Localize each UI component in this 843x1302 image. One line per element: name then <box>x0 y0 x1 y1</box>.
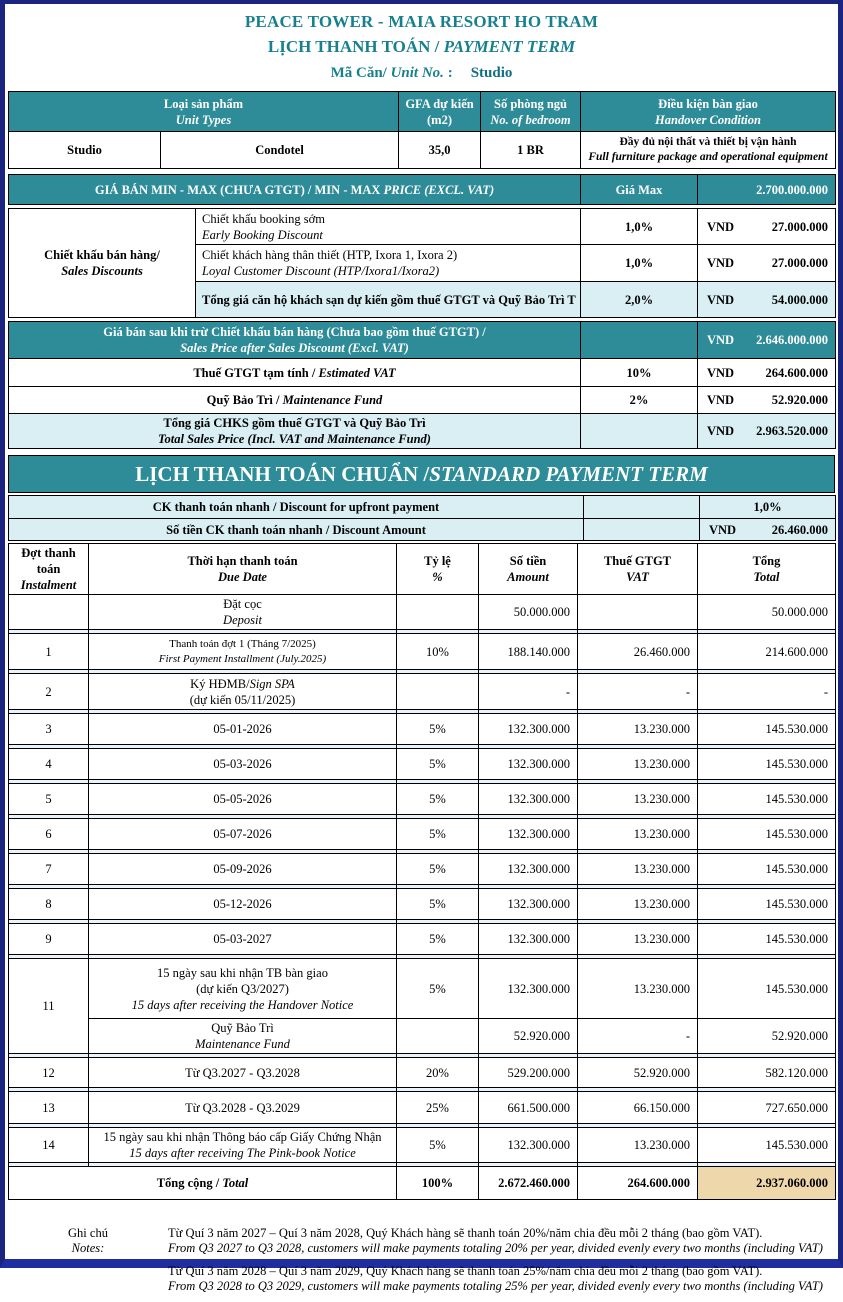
vat-cell: 52.920.000 <box>578 1058 698 1088</box>
due-vn2: (dự kiến Q3/2027) <box>196 981 289 996</box>
due-date-cell <box>89 634 397 670</box>
total-cell: 145.530.000 <box>698 819 836 850</box>
handover-header-en: Handover Condition <box>655 112 761 127</box>
total-price-label-cell <box>9 414 581 449</box>
discount-group-en: Sales Discounts <box>61 264 143 278</box>
discount-amount-cell <box>698 245 836 282</box>
rate-cell: 5% <box>397 749 479 780</box>
unit-type-table <box>8 91 836 169</box>
vat-cell: 66.150.000 <box>578 1092 698 1124</box>
instalment-header-en: Instalment <box>20 578 77 592</box>
due-date-cell: 05-09-2026 <box>89 854 397 885</box>
vat-cell: - <box>578 674 698 710</box>
rate-header-en: % <box>432 570 443 584</box>
total-cell: 727.650.000 <box>698 1092 836 1124</box>
instalment-number-cell: 12 <box>9 1058 89 1088</box>
amount-cell: 132.300.000 <box>479 889 578 920</box>
vat-rate-cell: 10% <box>581 359 698 387</box>
subtitle-vn: LỊCH THANH TOÁN / <box>267 37 444 56</box>
vat-cell: 13.230.000 <box>578 889 698 920</box>
amount-value: 2.963.520.000 <box>756 424 828 438</box>
amount-cell: 132.300.000 <box>479 749 578 780</box>
amount-header-vn: Số tiền <box>509 554 547 568</box>
amount-cell: 529.200.000 <box>479 1058 578 1088</box>
total-cell: 145.530.000 <box>698 1128 836 1163</box>
rate-header-cell <box>397 544 479 595</box>
instalment-number-cell: 6 <box>9 819 89 850</box>
standard-payment-term-banner <box>8 455 835 493</box>
maintenance-rate-cell: 2% <box>581 387 698 414</box>
note-item <box>168 1226 835 1256</box>
due-date-cell: Từ Q3.2027 - Q3.2028 <box>89 1058 397 1088</box>
amount-cell: 188.140.000 <box>479 634 578 670</box>
discount-0-vn: Chiết khấu booking sớm <box>202 211 325 226</box>
amount-header-cell <box>479 544 578 595</box>
unit-label-en: Unit No. <box>390 65 444 81</box>
instalment-number-cell: 9 <box>9 924 89 955</box>
discount-1-en: Loyal Customer Discount (HTP/Ixora1/Ixora2) <box>202 264 440 278</box>
vat-cell: 13.230.000 <box>578 959 698 1019</box>
table-row <box>9 959 836 1019</box>
gfa-header-vn: GFA dự kiến <box>405 96 474 111</box>
amount-header-en: Amount <box>507 570 549 584</box>
due-en: Sign SPA <box>249 676 295 691</box>
due-date-cell <box>89 595 397 630</box>
instalment-number-cell: 3 <box>9 714 89 745</box>
subtitle-en: PAYMENT TERM <box>443 37 576 56</box>
handover-header-vn: Điều kiện bàn giao <box>658 96 758 111</box>
gfa-header-unit: (m2) <box>427 112 453 127</box>
rate-cell: 5% <box>397 959 479 1019</box>
grand-total-vat-cell: 264.600.000 <box>578 1167 698 1200</box>
vat-cell: 13.230.000 <box>578 819 698 850</box>
amount-cell: 132.300.000 <box>479 854 578 885</box>
discount-label-cell <box>196 245 581 282</box>
discount-label-cell <box>196 209 581 245</box>
amount-value: 54.000.000 <box>771 292 828 307</box>
discount-rate-cell: 2,0% <box>581 282 698 318</box>
notes-content <box>168 1214 835 1302</box>
maintenance-label-cell <box>9 387 581 414</box>
discount-0-en: Early Booking Discount <box>202 227 323 242</box>
rate-cell: 5% <box>397 924 479 955</box>
quick-discount-table <box>8 495 836 541</box>
instalment-header-vn: Đợt thanh toán <box>21 546 76 576</box>
vat-cell: 13.230.000 <box>578 784 698 815</box>
grand-total-label-vn: Tổng cộng / <box>156 1176 223 1190</box>
rate-cell: 10% <box>397 634 479 670</box>
bedroom-header-en: No. of bedroom <box>490 112 571 127</box>
quick-discount-rate-cell: 1,0% <box>700 496 836 519</box>
currency-label: VND <box>707 365 735 380</box>
maintenance-amount-cell <box>698 387 836 414</box>
total-cell: 145.530.000 <box>698 959 836 1019</box>
rate-cell: 5% <box>397 714 479 745</box>
due-en: Deposit <box>223 613 262 627</box>
due-en: 15 days after receiving the Handover Notice <box>131 997 354 1012</box>
total-cell: 50.000.000 <box>698 595 836 630</box>
due-vn: 15 ngày sau khi nhận Thông báo cấp Giấy Chứng Nhận <box>103 1130 382 1144</box>
instalment-number-cell: 7 <box>9 854 89 885</box>
handover-header-cell <box>581 92 836 132</box>
total-price-en: Total Sales Price (Incl. VAT and Maintenance Fund) <box>158 432 431 446</box>
vat-header-vn: Thuế GTGT <box>603 554 672 568</box>
discount-rate-cell: 1,0% <box>581 245 698 282</box>
due-date-cell <box>89 959 397 1019</box>
maintenance-label-en: Maintenance Fund <box>282 393 383 407</box>
due-date-cell: 05-01-2026 <box>89 714 397 745</box>
notes-section <box>8 1208 835 1302</box>
total-price-vn: Tổng giá CHKS gồm thuế GTGT và Quỹ Bảo Trì <box>163 416 426 430</box>
total-cell: 214.600.000 <box>698 634 836 670</box>
gia-max-value-cell: 2.700.000.000 <box>698 175 836 205</box>
due-en: Maintenance Fund <box>195 1037 290 1051</box>
discount-amount-cell <box>698 282 836 318</box>
rate-cell <box>397 1019 479 1054</box>
rate-cell: 25% <box>397 1092 479 1124</box>
grand-total-label-en: Total <box>222 1176 249 1190</box>
vat-amount-cell <box>698 359 836 387</box>
due-date-cell <box>89 1019 397 1054</box>
due-date-cell: 05-12-2026 <box>89 889 397 920</box>
amount-cell: 132.300.000 <box>479 714 578 745</box>
notes-label <box>8 1214 168 1302</box>
total-cell: 145.530.000 <box>698 924 836 955</box>
amount-value: 264.600.000 <box>765 365 828 380</box>
discount-rate-cell: 1,0% <box>581 209 698 245</box>
after-discount-amount-cell <box>698 322 836 359</box>
rate-cell <box>397 595 479 630</box>
gfa-cell: 35,0 <box>399 132 481 169</box>
due-date-header-vn: Thời hạn thanh toán <box>187 554 298 568</box>
due-vn: Quỹ Bảo Trì <box>211 1021 274 1035</box>
handover-cell <box>581 132 836 169</box>
handover-vn: Đầy đủ nội thất và thiết bị vận hành <box>619 136 797 149</box>
bedroom-header-cell <box>481 92 581 132</box>
total-cell: 145.530.000 <box>698 889 836 920</box>
note-vn: Từ Quí 3 năm 2028 – Quí 3 năm 2029, Quý Khách hàng sẽ thanh toán 25%/năm chia đều mỗi 2 tháng (bao gồm VAT). <box>168 1264 763 1278</box>
due-en: 15 days after receiving The Pink-book Notice <box>129 1146 356 1160</box>
table-row <box>9 784 836 815</box>
minmax-label-en: PRICE (EXCL. VAT) <box>383 182 495 197</box>
banner-vn: LỊCH THANH TOÁN CHUẨN / <box>135 461 430 486</box>
vat-header-cell <box>578 544 698 595</box>
total-cell: 145.530.000 <box>698 854 836 885</box>
rate-cell: 5% <box>397 819 479 850</box>
instalment-number-cell <box>9 595 89 630</box>
currency-label: VND <box>707 256 735 270</box>
total-cell: 145.530.000 <box>698 714 836 745</box>
vat-cell: - <box>578 1019 698 1054</box>
grand-total-label-cell <box>9 1167 397 1200</box>
table-row <box>9 1092 836 1124</box>
amount-cell: 132.300.000 <box>479 819 578 850</box>
unit-type-header-en: Unit Types <box>175 112 232 127</box>
instalment-number-cell: 4 <box>9 749 89 780</box>
total-price-amount-cell <box>698 414 836 449</box>
rate-cell: 5% <box>397 1128 479 1163</box>
table-row <box>9 889 836 920</box>
vat-cell: 13.230.000 <box>578 1128 698 1163</box>
price-summary-table <box>8 321 836 449</box>
due-date-cell <box>89 1128 397 1163</box>
table-row <box>9 1058 836 1088</box>
grand-total-value-cell: 2.937.060.000 <box>698 1167 836 1200</box>
discount-amount-cell <box>698 209 836 245</box>
empty-cell <box>584 519 700 541</box>
vat-cell <box>578 595 698 630</box>
grand-total-rate-cell: 100% <box>397 1167 479 1200</box>
gfa-header-cell <box>399 92 481 132</box>
vat-header-en: VAT <box>626 570 649 584</box>
due-en: First Payment Installment (July.2025) <box>158 652 327 665</box>
document-title: PEACE TOWER - MAIA RESORT HO TRAM <box>244 12 599 31</box>
rate-cell: 5% <box>397 889 479 920</box>
amount-cell: 132.300.000 <box>479 784 578 815</box>
table-row <box>9 924 836 955</box>
table-row <box>9 819 836 850</box>
minmax-label-vn: GIÁ BÁN MIN - MAX (CHƯA GTGT) / MIN - MAX <box>94 182 384 197</box>
unit-label-vn: Mã Căn/ <box>330 65 391 81</box>
table-row <box>9 854 836 885</box>
due-vn: 15 ngày sau khi nhận TB bàn giao <box>157 965 328 980</box>
amount-cell: 661.500.000 <box>479 1092 578 1124</box>
amount-cell: 132.300.000 <box>479 959 578 1019</box>
table-row <box>9 674 836 710</box>
total-cell: - <box>698 674 836 710</box>
maintenance-label-vn: Quỹ Bảo Trì / <box>206 393 283 407</box>
vat-cell: 26.460.000 <box>578 634 698 670</box>
vat-label-cell <box>9 359 581 387</box>
banner-en: STANDARD PAYMENT TERM <box>429 461 708 486</box>
due-date-header-cell <box>89 544 397 595</box>
vat-label-vn: Thuế GTGT tạm tính / <box>193 365 319 380</box>
after-discount-label-cell <box>9 322 581 359</box>
unit-type-header-cell <box>9 92 399 132</box>
total-header-en: Total <box>753 570 780 584</box>
empty-cell <box>584 496 700 519</box>
discount-group-cell <box>9 209 196 318</box>
vat-cell: 13.230.000 <box>578 749 698 780</box>
amount-value: 26.460.000 <box>771 522 828 537</box>
instalment-number-cell: 2 <box>9 674 89 710</box>
note-en: From Q3 2028 to Q3 2029, customers will make payments totaling 25% per year, divided evenly every two months (including VAT) <box>168 1279 823 1293</box>
total-cell: 145.530.000 <box>698 749 836 780</box>
instalment-header-cell <box>9 544 89 595</box>
after-discount-vn: Giá bán sau khi trừ Chiết khấu bán hàng (Chưa bao gồm thuế GTGT) / <box>103 325 486 339</box>
unit-colon: : <box>443 65 453 81</box>
total-header-cell <box>698 544 836 595</box>
table-row <box>9 634 836 670</box>
discount-label-cell: Tổng giá căn hộ khách sạn dự kiến gồm thuế GTGT và Quỹ Bảo Trì T <box>196 282 581 318</box>
notes-label-en: Notes: <box>71 1241 105 1255</box>
note-item <box>168 1264 835 1294</box>
instalment-number-cell: 11 <box>9 959 89 1054</box>
total-cell: 145.530.000 <box>698 784 836 815</box>
minmax-label-cell <box>9 175 581 205</box>
notes-label-vn: Ghi chú <box>68 1226 108 1240</box>
rate-cell: 5% <box>397 854 479 885</box>
unit-code-cell: Studio <box>9 132 161 169</box>
bedroom-header-vn: Số phòng ngủ <box>494 96 567 111</box>
total-header-vn: Tổng <box>752 554 781 568</box>
note-vn: Từ Quí 3 năm 2027 – Quí 3 năm 2028, Quý Khách hàng sẽ thanh toán 20%/năm chia đều mỗi 2 tháng (bao gồm VAT). <box>168 1226 763 1240</box>
instalment-number-cell: 1 <box>9 634 89 670</box>
instalment-number-cell: 8 <box>9 889 89 920</box>
handover-en: Full furniture package and operational equipment <box>588 151 828 163</box>
due-date-cell: 05-07-2026 <box>89 819 397 850</box>
total-row <box>9 1167 836 1200</box>
currency-label: VND <box>709 522 737 537</box>
due-date-cell <box>89 674 397 710</box>
vat-label-en: Estimated VAT <box>318 365 396 380</box>
empty-cell <box>581 322 698 359</box>
currency-label: VND <box>707 393 735 407</box>
sales-discount-table <box>8 208 836 318</box>
instalment-number-cell: 5 <box>9 784 89 815</box>
payment-schedule-table <box>8 543 836 1200</box>
currency-label: VND <box>707 219 735 234</box>
amount-cell: 132.300.000 <box>479 1128 578 1163</box>
empty-cell <box>581 414 698 449</box>
quick-discount-label-cell: CK thanh toán nhanh / Discount for upfront payment <box>9 496 584 519</box>
amount-cell: - <box>479 674 578 710</box>
amount-value: 2.646.000.000 <box>756 333 828 347</box>
due-date-cell: 05-03-2027 <box>89 924 397 955</box>
document-subtitle <box>8 32 835 57</box>
rate-cell: 20% <box>397 1058 479 1088</box>
amount-cell: 132.300.000 <box>479 924 578 955</box>
due-date-cell: 05-05-2026 <box>89 784 397 815</box>
vat-cell: 13.230.000 <box>578 924 698 955</box>
table-row <box>9 595 836 630</box>
discount-1-vn: Chiết khách hàng thân thiết (HTP, Ixora 1, Ixora 2) <box>202 248 458 262</box>
unit-value: Studio <box>470 65 513 81</box>
instalment-number-cell: 13 <box>9 1092 89 1124</box>
unit-type-cell: Condotel <box>161 132 399 169</box>
due-vn: Ký HĐMB/ <box>190 676 250 691</box>
gia-max-label-cell: Giá Max <box>581 175 698 205</box>
rate-cell: 5% <box>397 784 479 815</box>
vat-cell: 13.230.000 <box>578 714 698 745</box>
rate-cell <box>397 674 479 710</box>
total-cell: 582.120.000 <box>698 1058 836 1088</box>
currency-label: VND <box>707 333 735 347</box>
table-row <box>9 714 836 745</box>
unit-no-line <box>8 57 835 91</box>
due-date-header-en: Due Date <box>218 570 267 584</box>
amount-value: 27.000.000 <box>771 256 828 270</box>
note-en: From Q3 2027 to Q3 2028, customers will make payments totaling 20% per year, divided evenly every two months (including VAT) <box>168 1241 823 1255</box>
due-date-cell: 05-03-2026 <box>89 749 397 780</box>
discount-group-vn: Chiết khấu bán hàng/ <box>44 248 160 262</box>
due-vn: Thanh toán đợt 1 (Tháng 7/2025) <box>169 638 316 651</box>
quick-discount-amount-label-cell: Số tiền CK thanh toán nhanh / Discount Amount <box>9 519 584 541</box>
vat-cell: 13.230.000 <box>578 854 698 885</box>
quick-discount-amount-cell <box>700 519 836 541</box>
amount-value: 27.000.000 <box>771 219 828 234</box>
amount-cell: 52.920.000 <box>479 1019 578 1054</box>
due-vn2: (dự kiến 05/11/2025) <box>189 692 296 707</box>
minmax-price-table <box>8 174 836 205</box>
currency-label: VND <box>707 424 735 438</box>
bedroom-cell: 1 BR <box>481 132 581 169</box>
due-vn: Đặt cọc <box>223 597 262 611</box>
amount-cell: 50.000.000 <box>479 595 578 630</box>
rate-header-vn: Tỷ lệ <box>424 554 451 568</box>
total-cell: 52.920.000 <box>698 1019 836 1054</box>
table-row <box>9 1019 836 1054</box>
amount-value: 52.920.000 <box>771 393 828 407</box>
grand-total-amount-cell: 2.672.460.000 <box>479 1167 578 1200</box>
due-date-cell: Từ Q3.2028 - Q3.2029 <box>89 1092 397 1124</box>
table-row <box>9 749 836 780</box>
after-discount-en: Sales Price after Sales Discount (Excl. VAT) <box>180 341 409 355</box>
table-row <box>9 1128 836 1163</box>
currency-label: VND <box>707 292 735 307</box>
unit-type-header-vn: Loại sản phẩm <box>163 96 244 111</box>
instalment-number-cell: 14 <box>9 1128 89 1163</box>
